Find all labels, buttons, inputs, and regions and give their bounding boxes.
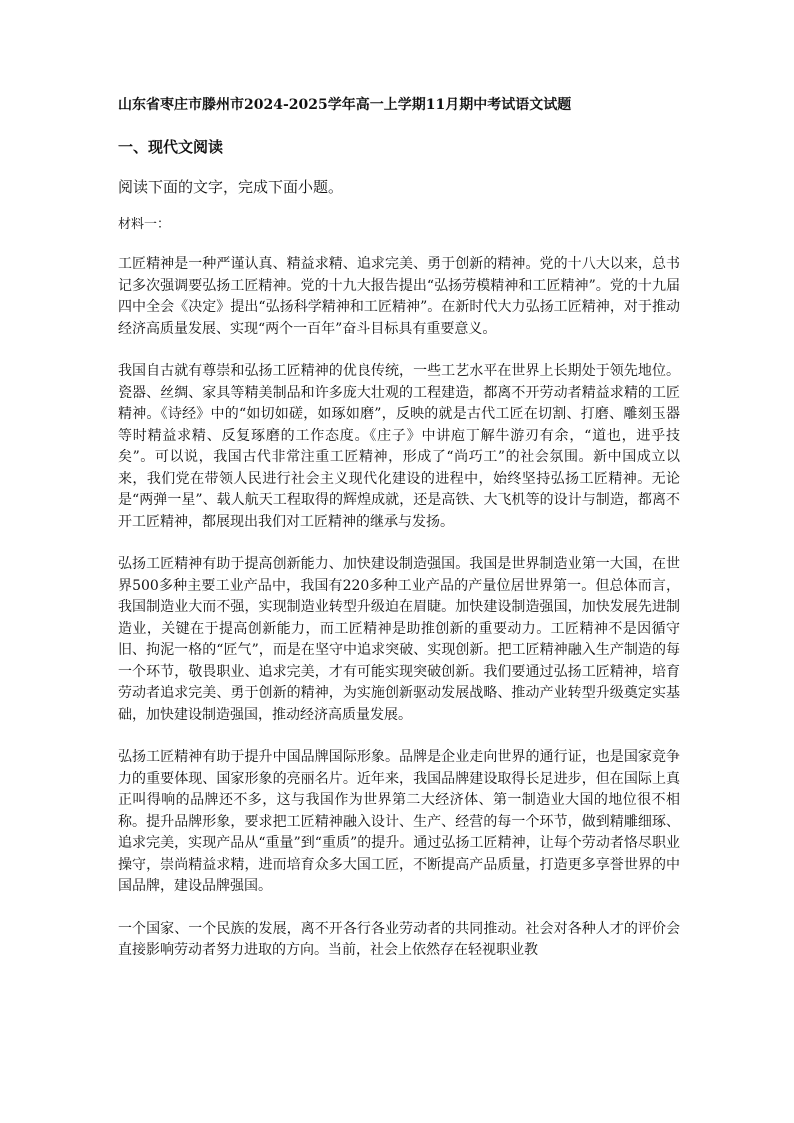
material-body — [118, 254, 680, 983]
paragraph-5: 一个国家、一个民族的发展，离不开各行各业劳动者的共同推动。社会对各种人才的评价会直接影响劳动者努力进取的方向。当前，社会上依然存在轻视职业教 — [118, 920, 680, 958]
reading-instruction: 阅读下面的文字，完成下面小题。 — [118, 178, 344, 196]
paragraph-2: 我国自古就有尊崇和弘扬工匠精神的优良传统，一些工艺水平在世界上长期处于领先地位。瓷器、丝绸、家具等精美制品和许多庞大壮观的工程建造，都离不开劳动者精益求精的工匠精神。《诗经》中的“如切如磋，如琢如磨”，反映的就是古代工匠在切割、打磨、雕刻玉器等时精益求精、反复琢磨的工作态度。《庄子》中讲庖丁解牛游刃有余，“道也，进乎技矣”。可以说，我国古代非常注重工匠精神，形成了“尚巧工”的社会氛围。新中国成立以来，我们党在带领人民进行社会主义现代化建设的进程中，始终坚持弘扬工匠精神。无论是“两弹一星”、载人航天工程取得的辉煌成就，还是高铁、大飞机等的设计与制造，都离不开工匠精神，都展现出我们对工匠精神的继承与发扬。 — [118, 363, 680, 530]
document-title: 山东省枣庄市滕州市2024-2025学年高一上学期11月期中考试语文试题 — [118, 97, 572, 113]
section-heading: 一、现代文阅读 — [118, 138, 224, 156]
paragraph-1: 工匠精神是一种严谨认真、精益求精、追求完美、勇于创新的精神。党的十八大以来，总书记多次强调要弘扬工匠精神。党的十九大报告提出“弘扬劳模精神和工匠精神”。党的十九届四中全会《决定》提出“弘扬科学精神和工匠精神”。在新时代大力弘扬工匠精神，对于推动经济高质量发展、实现“两个一百年”奋斗目标具有重要意义。 — [118, 256, 680, 337]
paragraph-3: 弘扬工匠精神有助于提高创新能力、加快建设制造强国。我国是世界制造业第一大国，在世界500多种主要工业产品中，我国有220多种工业产品的产量位居世界第一。但总体而言，我国制造业大而不强，实现制造业转型升级迫在眉睫。加快建设制造强国，加快发展先进制造业，关键在于提高创新能力，而工匠精神是助推创新的重要动力。工匠精神不是因循守旧、拘泥一格的“匠气”，而是在坚守中追求突破、实现创新。把工匠精神融入生产制造的每一个环节，敬畏职业、追求完美，才有可能实现突破创新。我们要通过弘扬工匠精神，培育劳动者追求完美、勇于创新的精神，为实施创新驱动发展战略、推动产业转型升级奠定实基础，加快建设制造强国，推动经济高质量发展。 — [118, 556, 680, 723]
material-label: 材料一： — [118, 217, 171, 232]
paragraph-4: 弘扬工匠精神有助于提升中国品牌国际形象。品牌是企业走向世界的通行证，也是国家竞争力的重要体现、国家形象的亮丽名片。近年来，我国品牌建设取得长足进步，但在国际上真正叫得响的品牌还不多，这与我国作为世界第二大经济体、第一制造业大国的地位很不相称。提升品牌形象，要求把工匠精神融入设计、生产、经营的每一个环节，做到精雕细琢、追求完美，实现产品从“重量”到“重质”的提升。通过弘扬工匠精神，让每个劳动者恪尽职业操守，崇尚精益求精，进而培育众多大国工匠，不断提高产品质量，打造更多享誉世界的中国品牌，建设品牌强国。 — [118, 749, 680, 894]
